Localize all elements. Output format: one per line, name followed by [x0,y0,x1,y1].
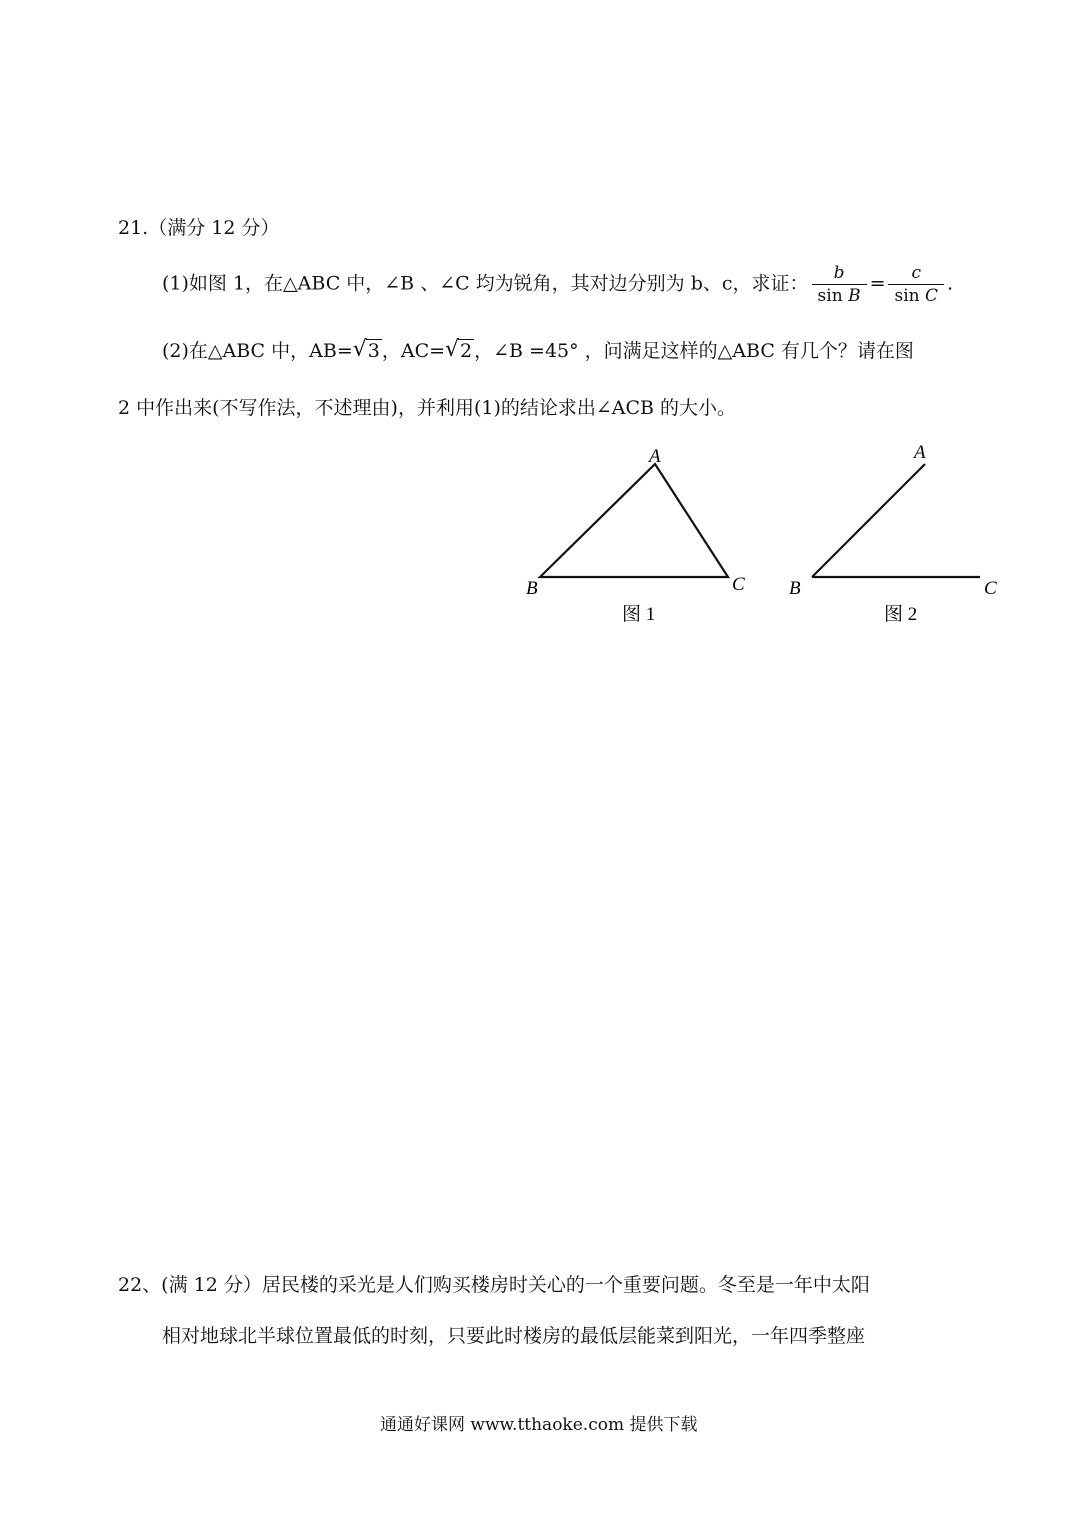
fraction-c-over-sinC [888,262,944,307]
part2-text-c: ，∠B =45° ，问满足这样的△ABC 有几个？请在图 [474,340,914,362]
part2-text-a: (2)在△ABC 中，AB= [162,340,353,362]
fraction2-denominator: sin C [894,286,939,306]
question-21-part2-line2: 2 中作出来(不写作法，不述理由)，并利用(1)的结论求出∠ACB 的大小。 [118,397,737,419]
question-21-header: 21.（满分 12 分） [118,217,280,239]
fraction2-numerator: c [888,262,944,285]
question-21-part2-line1 [162,336,914,363]
fig1-caption: 图 1 [622,604,656,625]
fig2-label-a: A [914,442,926,463]
question-21-part1 [162,262,953,307]
period: . [947,272,954,295]
ray-ba [812,464,925,577]
fig1-label-b: B [526,578,538,599]
fraction1-numerator: b [812,262,867,285]
triangle-abc [540,464,728,577]
question-22-line2: 相对地球北半球位置最低的时刻，只要此时楼房的最低层能菜到阳光，一年四季整座 [162,1325,866,1347]
question-22-line1: 22、(满 12 分）居民楼的采光是人们购买楼房时关心的一个重要问题。冬至是一年中太阳 [118,1274,870,1296]
sqrt-3: √ 3 [352,337,380,362]
page-footer: 通通好课网 www.tthaoke.com 提供下载 [380,1415,698,1435]
figure-1 [520,440,760,630]
fig2-label-c: C [984,578,997,599]
fraction-b-over-sinB [812,262,867,307]
fig2-label-b: B [789,578,801,599]
equals-sign: = [869,272,886,295]
figure-2 [780,440,1020,630]
fig1-label-c: C [732,574,745,595]
sqrt-2: √ 2 [445,337,473,362]
part2-text-b: ，AC= [381,340,446,362]
fig1-label-a: A [649,446,661,467]
fraction1-denominator: sin B [817,286,861,306]
fig2-caption: 图 2 [884,604,918,625]
part1-text: (1)如图 1，在△ABC 中，∠B 、∠C 均为锐角，其对边分别为 b、c，求证： [162,272,809,295]
